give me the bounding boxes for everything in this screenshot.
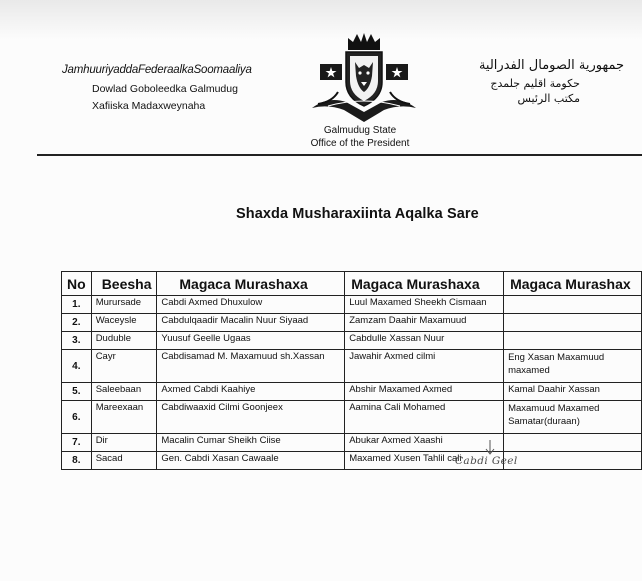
candidate-2-cell: Maxamed Xusen Tahlil cali bbox=[345, 452, 504, 470]
header-candidate-3: Magaca Murashax bbox=[504, 272, 642, 296]
country-name-arabic: جمهورية الصومال الفدرالية bbox=[478, 58, 624, 73]
table-row bbox=[62, 401, 642, 434]
country-name-somali: JamhuuriyaddaFederaalkaSoomaaliya bbox=[62, 64, 252, 76]
clan-cell: Dir bbox=[91, 434, 157, 452]
row-number: 1. bbox=[62, 296, 92, 314]
office-name-arabic: مكتب الرئيس bbox=[517, 92, 580, 105]
table-row bbox=[62, 296, 642, 314]
candidate-2-cell: Aamina Cali Mohamed bbox=[345, 401, 504, 434]
candidate-1-cell: Axmed Cabdi Kaahiye bbox=[157, 383, 345, 401]
candidate-2-cell: Abukar Axmed Xaashi bbox=[345, 434, 504, 452]
clan-cell: Duduble bbox=[91, 332, 157, 350]
clan-cell: Murursade bbox=[91, 296, 157, 314]
header-right bbox=[479, 58, 624, 105]
candidate-3-cell: Kamal Daahir Xassan bbox=[504, 383, 642, 401]
candidates-table bbox=[61, 271, 642, 470]
state-name-english: Galmudug State bbox=[323, 125, 397, 136]
clan-cell: Waceysle bbox=[91, 314, 157, 332]
candidate-1-cell: Cabdi Axmed Dhuxulow bbox=[157, 296, 345, 314]
row-number: 3. bbox=[62, 332, 92, 350]
clan-cell: Mareexaan bbox=[91, 401, 157, 434]
header-beesha: Beesha bbox=[91, 272, 157, 296]
office-name-somali: Xafiiska Madaxweynaha bbox=[92, 100, 206, 112]
candidate-3-cell: Eng Xasan Maxamuud maxamed bbox=[504, 350, 642, 383]
clan-cell: Cayr bbox=[91, 350, 157, 383]
candidate-1-cell: Yuusuf Geelle Ugaas bbox=[157, 332, 345, 350]
candidate-1-cell: Cabdulqaadir Macalin Nuur Siyaad bbox=[157, 314, 345, 332]
office-name-english: Office of the President bbox=[310, 138, 410, 149]
row-number: 8. bbox=[62, 452, 92, 470]
state-name-arabic: حكومة اقليم جلمدج bbox=[490, 77, 580, 90]
table-row bbox=[62, 434, 642, 452]
table-row bbox=[62, 314, 642, 332]
table-row bbox=[62, 350, 642, 383]
header-left bbox=[62, 64, 292, 112]
header-no: No bbox=[62, 272, 92, 296]
candidate-2-cell: Zamzam Daahir Maxamuud bbox=[345, 314, 504, 332]
handwritten-note: Cabdi Geel bbox=[455, 455, 518, 467]
candidate-3-cell bbox=[504, 332, 642, 350]
candidate-2-cell: Jawahir Axmed cilmi bbox=[345, 350, 504, 383]
clan-cell: Saleebaan bbox=[91, 383, 157, 401]
row-number: 2. bbox=[62, 314, 92, 332]
candidate-2-cell: Cabdulle Xassan Nuur bbox=[345, 332, 504, 350]
row-number: 7. bbox=[62, 434, 92, 452]
state-name-somali: Dowlad Goboleedka Galmudug bbox=[92, 83, 238, 95]
coat-of-arms-icon bbox=[308, 32, 420, 124]
row-number: 5. bbox=[62, 383, 92, 401]
candidate-3-cell bbox=[504, 314, 642, 332]
table-row bbox=[62, 383, 642, 401]
row-number: 6. bbox=[62, 401, 92, 434]
candidate-2-cell: Luul Maxamed Sheekh Cismaan bbox=[345, 296, 504, 314]
candidate-2-cell: Abshir Maxamed Axmed bbox=[345, 383, 504, 401]
candidate-1-cell: Macalin Cumar Sheikh Ciise bbox=[157, 434, 345, 452]
candidate-3-cell: Maxamuud Maxamed Samatar(duraan) bbox=[504, 401, 642, 434]
candidate-1-cell: Cabdiwaaxid Cilmi Goonjeex bbox=[157, 401, 345, 434]
candidate-1-cell: Cabdisamad M. Maxamuud sh.Xassan bbox=[157, 350, 345, 383]
row-number: 4. bbox=[62, 350, 92, 383]
header-candidate-1: Magaca Murashaxa bbox=[157, 272, 345, 296]
clan-cell: Sacad bbox=[91, 452, 157, 470]
candidate-1-cell: Gen. Cabdi Xasan Cawaale bbox=[157, 452, 345, 470]
header-divider bbox=[37, 154, 642, 156]
table-row bbox=[62, 452, 642, 470]
document-title: Shaxda Musharaxiinta Aqalka Sare bbox=[236, 206, 479, 222]
table-header-row bbox=[62, 272, 642, 296]
candidate-3-cell bbox=[504, 296, 642, 314]
table-row bbox=[62, 332, 642, 350]
header-candidate-2: Magaca Murashaxa bbox=[345, 272, 504, 296]
